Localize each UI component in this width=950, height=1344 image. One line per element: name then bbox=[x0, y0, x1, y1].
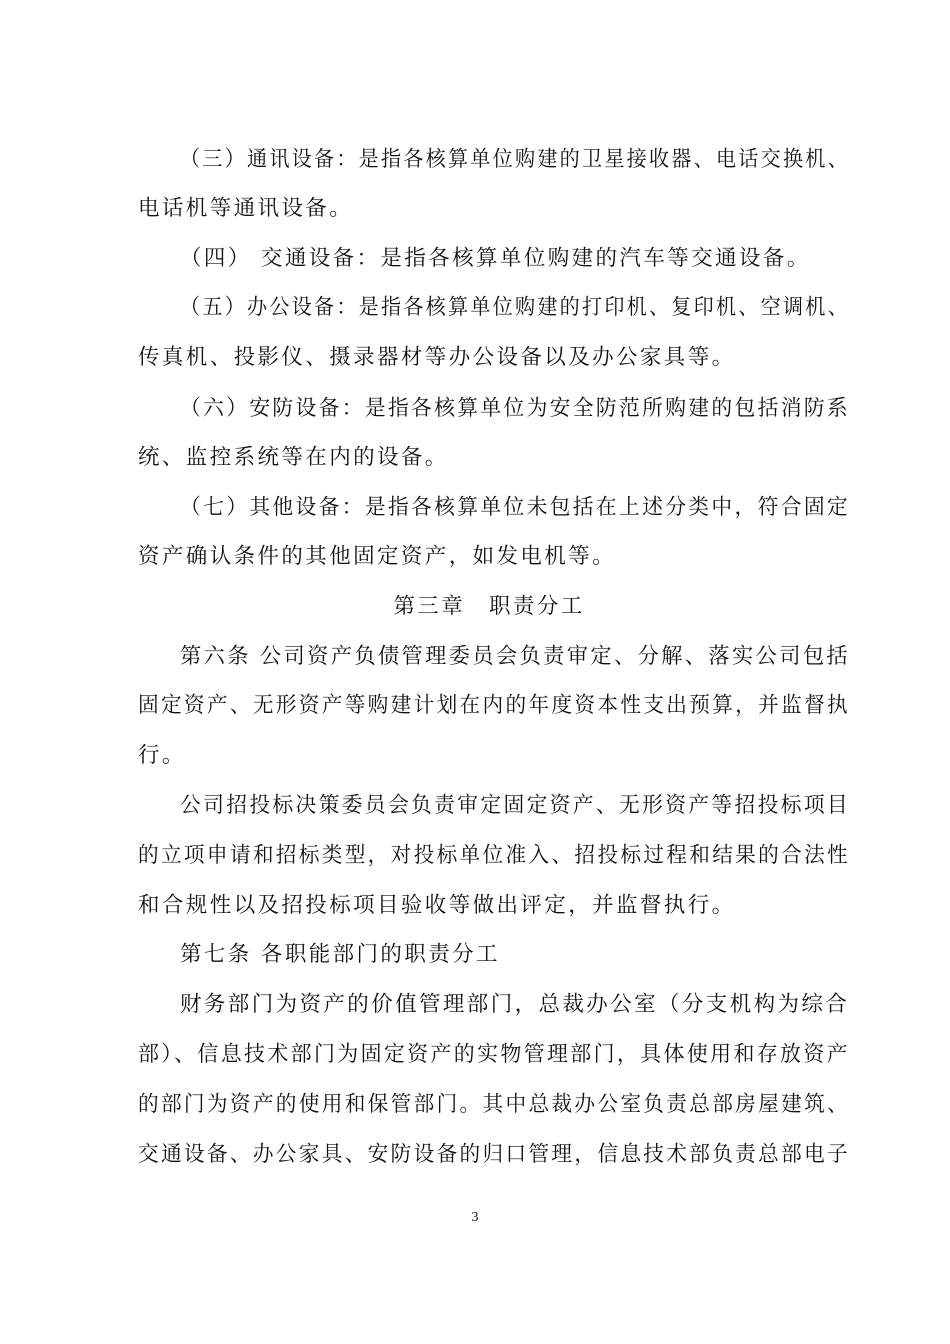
page-number: 3 bbox=[471, 1210, 479, 1225]
paragraph-line: 部）、信息技术部门为固定资产的实物管理部门，具体使用和存放资产 bbox=[138, 1042, 850, 1067]
paragraph-line: （三）通讯设备：是指各核算单位购建的卫星接收器、电话交换机、 bbox=[180, 147, 850, 172]
paragraph-line: 资产确认条件的其他固定资产，如发电机等。 bbox=[138, 544, 617, 569]
paragraph-line: （五）办公设备：是指各核算单位购建的打印机、复印机、空调机、 bbox=[180, 295, 850, 320]
paragraph-line: 第六条 公司资产负债管理委员会负责审定、分解、落实公司包括 bbox=[180, 644, 851, 669]
chapter-heading: 第三章 职责分工 bbox=[393, 594, 585, 619]
paragraph-line: 第七条 各职能部门的职责分工 bbox=[180, 942, 500, 967]
paragraph-line: （四） 交通设备：是指各核算单位购建的汽车等交通设备。 bbox=[180, 246, 811, 271]
paragraph-line: 行。 bbox=[138, 743, 186, 768]
paragraph-line: （六）安防设备：是指各核算单位为安全防范所购建的包括消防系 bbox=[180, 396, 851, 421]
paragraph-line: 公司招投标决策委员会负责审定固定资产、无形资产等招投标项目 bbox=[180, 793, 851, 818]
paragraph-line: 的立项申请和招标类型，对投标单位准入、招投标过程和结果的合法性 bbox=[138, 843, 851, 868]
paragraph-line: 交通设备、办公家具、安防设备的归口管理，信息技术部负责总部电子 bbox=[138, 1142, 851, 1167]
paragraph-line: 传真机、投影仪、摄录器材等办公设备以及办公家具等。 bbox=[138, 345, 736, 370]
paragraph-line: 固定资产、无形资产等购建计划在内的年度资本性支出预算，并监督执 bbox=[138, 693, 851, 718]
paragraph-line: 和合规性以及招投标项目验收等做出评定，并监督执行。 bbox=[138, 893, 736, 918]
paragraph-line: 的部门为资产的使用和保管部门。其中总裁办公室负责总部房屋建筑、 bbox=[138, 1092, 851, 1117]
paragraph-line: 财务部门为资产的价值管理部门，总裁办公室（分支机构为综合 bbox=[180, 992, 850, 1017]
paragraph-line: 电话机等通讯设备。 bbox=[138, 196, 354, 221]
paragraph-line: （七）其他设备：是指各核算单位未包括在上述分类中，符合固定 bbox=[180, 495, 851, 520]
paragraph-line: 统、监控系统等在内的设备。 bbox=[138, 445, 449, 470]
